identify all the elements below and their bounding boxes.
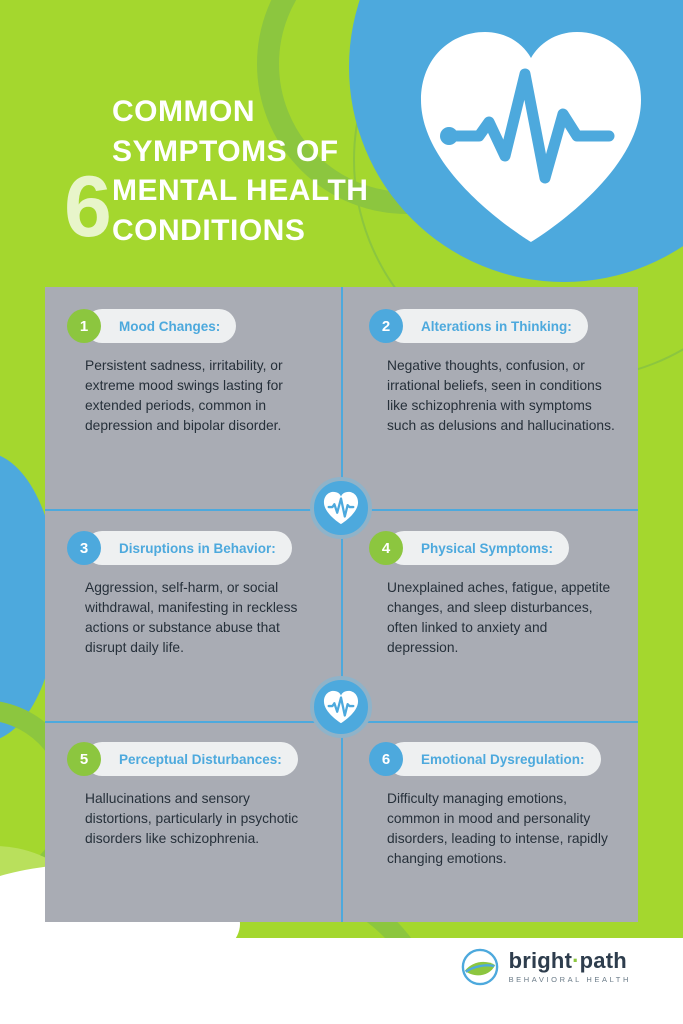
- symptom-header-2: [369, 309, 647, 345]
- symptom-badge-5: 5: [67, 742, 101, 776]
- brand-name: [509, 950, 631, 972]
- symptom-header-6: [369, 742, 647, 778]
- brand-tagline: BEHAVIORAL HEALTH: [508, 975, 631, 985]
- brightpath-leaf-icon: [461, 948, 499, 986]
- title-number: 6: [64, 159, 110, 255]
- symptom-card-2: [369, 309, 647, 436]
- symptom-title-pill-3: [85, 531, 292, 565]
- brand-logo: [461, 948, 631, 986]
- symptom-card-5: [67, 742, 345, 849]
- divider-heart-pulse-icon-1: [310, 477, 372, 539]
- symptom-card-6: [369, 742, 647, 869]
- symptom-badge-3: 3: [67, 531, 101, 565]
- symptom-card-4: [369, 531, 647, 658]
- symptoms-grid: [45, 287, 638, 922]
- title-line-4: CONDITIONS: [112, 213, 306, 247]
- symptom-header-4: [369, 531, 647, 567]
- title-line-2: SYMPTOMS OF: [112, 134, 339, 168]
- symptom-title-pill-5: [85, 742, 298, 776]
- symptom-badge-6: 6: [369, 742, 403, 776]
- symptom-title-5: Perceptual Disturbances:: [119, 751, 282, 767]
- symptom-badge-1: 1: [67, 309, 101, 343]
- symptom-text-5: Hallucinations and sensory distortions, particularly in psychotic disorders like schizophrenia.: [85, 791, 299, 846]
- symptom-text-1: Persistent sadness, irritability, or extreme mood swings lasting for extended periods, common in depression and bipolar disorder.: [85, 358, 283, 433]
- symptom-text-4: Unexplained aches, fatigue, appetite changes, and sleep disturbances, often linked to anxiety and depression.: [387, 580, 611, 655]
- symptom-badge-4: 4: [369, 531, 403, 565]
- brand-name-part2: path: [579, 948, 627, 974]
- title-line-1: COMMON: [112, 95, 255, 128]
- symptom-header-3: [67, 531, 345, 567]
- title-lines: [112, 92, 368, 250]
- symptom-header-5: [67, 742, 345, 778]
- symptom-title-4: Physical Symptoms:: [421, 540, 554, 556]
- symptom-title-2: Alterations in Thinking:: [421, 318, 572, 334]
- brand-wordmark: [509, 950, 631, 984]
- symptom-title-6: Emotional Dysregulation:: [421, 751, 585, 767]
- hero-heart-pulse-icon: [413, 18, 649, 248]
- symptom-badge-2: 2: [369, 309, 403, 343]
- symptom-card-1: [67, 309, 345, 436]
- symptom-title-3: Disruptions in Behavior:: [119, 540, 276, 556]
- symptom-title-pill-6: [387, 742, 601, 776]
- symptom-text-6: Difficulty managing emotions, common in mood and personality disorders, leading to intense, rapidly changing emotions.: [387, 791, 608, 866]
- divider-heart-pulse-icon-2: [310, 676, 372, 738]
- brand-name-dot: ·: [572, 948, 580, 974]
- symptom-title-pill-2: [387, 309, 588, 343]
- title-line-3: MENTAL HEALTH: [112, 174, 369, 208]
- symptom-text-2: Negative thoughts, confusion, or irrational beliefs, seen in conditions like schizophrenia with symptoms such as delusions and hallucinations.: [387, 358, 615, 433]
- symptom-text-3: Aggression, self-harm, or social withdrawal, manifesting in reckless actions or substance abuse that disrupt daily life.: [85, 580, 298, 655]
- brand-name-part1: bright: [508, 948, 573, 974]
- symptom-header-1: [67, 309, 345, 345]
- symptom-title-1: Mood Changes:: [119, 318, 221, 334]
- symptom-title-pill-1: [85, 309, 236, 343]
- symptom-card-3: [67, 531, 345, 658]
- symptom-title-pill-4: [387, 531, 569, 565]
